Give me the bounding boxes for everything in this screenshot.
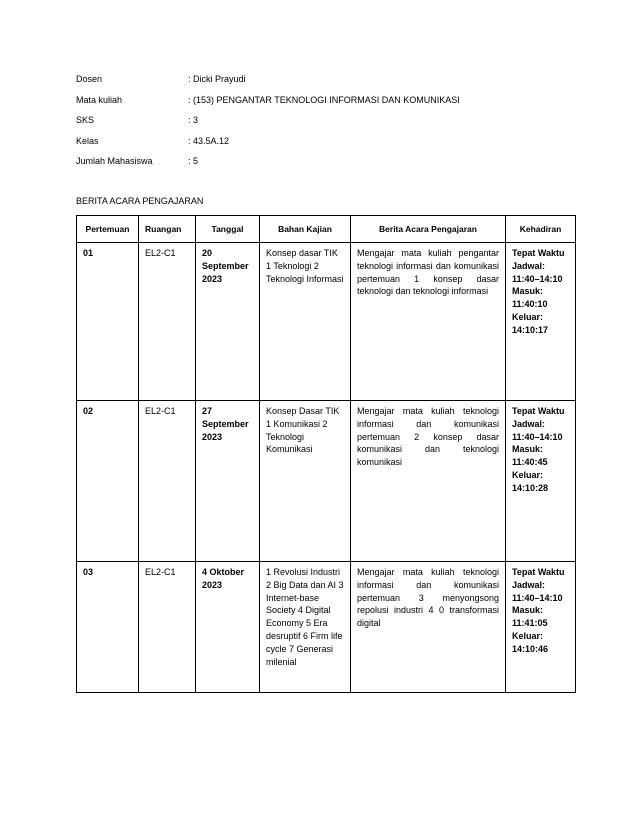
info-value: : (153) PENGANTAR TEKNOLOGI INFORMASI DAN KOMUNIKASI — [188, 94, 460, 105]
cell-kehadiran: Tepat Waktu Jadwal: 11:40–14:10 Masuk: 11:40:10 Keluar: 14:10:17 — [506, 243, 576, 401]
cell-pertemuan: 02 — [77, 401, 139, 562]
cell-tanggal: 20 September 2023 — [196, 243, 260, 401]
info-value: : 3 — [188, 115, 199, 125]
table-row — [77, 401, 576, 562]
header-bahan-kajian: Bahan Kajian — [260, 216, 351, 243]
info-label: Dosen — [76, 74, 103, 84]
section-title: BERITA ACARA PENGAJARAN — [76, 196, 204, 206]
cell-berita-acara: Mengajar mata kuliah pengantar teknologi informasi dan komunikasi pertemuan 1 konsep dasar teknologi dan teknologi informasi — [351, 243, 506, 401]
cell-ruangan: EL2-C1 — [139, 401, 196, 562]
table-row — [77, 243, 576, 401]
cell-bahan-kajian: Konsep dasar TIK 1 Teknologi 2 Teknologi Informasi — [260, 243, 351, 401]
info-value: : 43.5A.12 — [188, 135, 230, 146]
info-value: : Dicki Prayudi — [188, 74, 246, 84]
info-label: SKS — [76, 115, 95, 125]
cell-pertemuan: 01 — [77, 243, 139, 401]
table-row — [77, 562, 576, 693]
header-ruangan: Ruangan — [139, 216, 196, 243]
info-label: Jumlah Mahasiswa — [76, 156, 153, 166]
cell-berita-acara: Mengajar mata kuliah teknologi informasi dan komunikasi pertemuan 3 menyongsong repolusi industri 4 0 transformasi digital — [351, 562, 506, 693]
header-pertemuan: Pertemuan — [77, 216, 139, 243]
cell-bahan-kajian: 1 Revolusi Industri 2 Big Data dan AI 3 Internet-base Society 4 Digital Economy 5 Era desruptif 6 Firm life cycle 7 Generasi milenial — [260, 562, 351, 693]
info-label: Mata kuliah — [76, 94, 123, 105]
cell-kehadiran: Tepat Waktu Jadwal: 11:40–14:10 Masuk: 11:41:05 Keluar: 14:10:46 — [506, 562, 576, 693]
header-tanggal: Tanggal — [196, 216, 260, 243]
table-header-row — [77, 216, 576, 243]
cell-ruangan: EL2-C1 — [139, 562, 196, 693]
header-berita-acara: Berita Acara Pengajaran — [351, 216, 506, 243]
cell-berita-acara: Mengajar mata kuliah teknologi informasi dan komunikasi pertemuan 2 konsep dasar komunikasi dan teknologi komunikasi — [351, 401, 506, 562]
header-kehadiran: Kehadiran — [506, 216, 576, 243]
info-label: Kelas — [76, 135, 99, 146]
cell-pertemuan: 03 — [77, 562, 139, 693]
cell-tanggal: 27 September 2023 — [196, 401, 260, 562]
cell-bahan-kajian: Konsep Dasar TIK 1 Komunikasi 2 Teknologi Komunikasi — [260, 401, 351, 562]
cell-ruangan: EL2-C1 — [139, 243, 196, 401]
attendance-table — [76, 215, 576, 693]
cell-kehadiran: Tepat Waktu Jadwal: 11:40–14:10 Masuk: 11:40:45 Keluar: 14:10:28 — [506, 401, 576, 562]
info-value: : 5 — [188, 156, 199, 166]
cell-tanggal: 4 Oktober 2023 — [196, 562, 260, 693]
